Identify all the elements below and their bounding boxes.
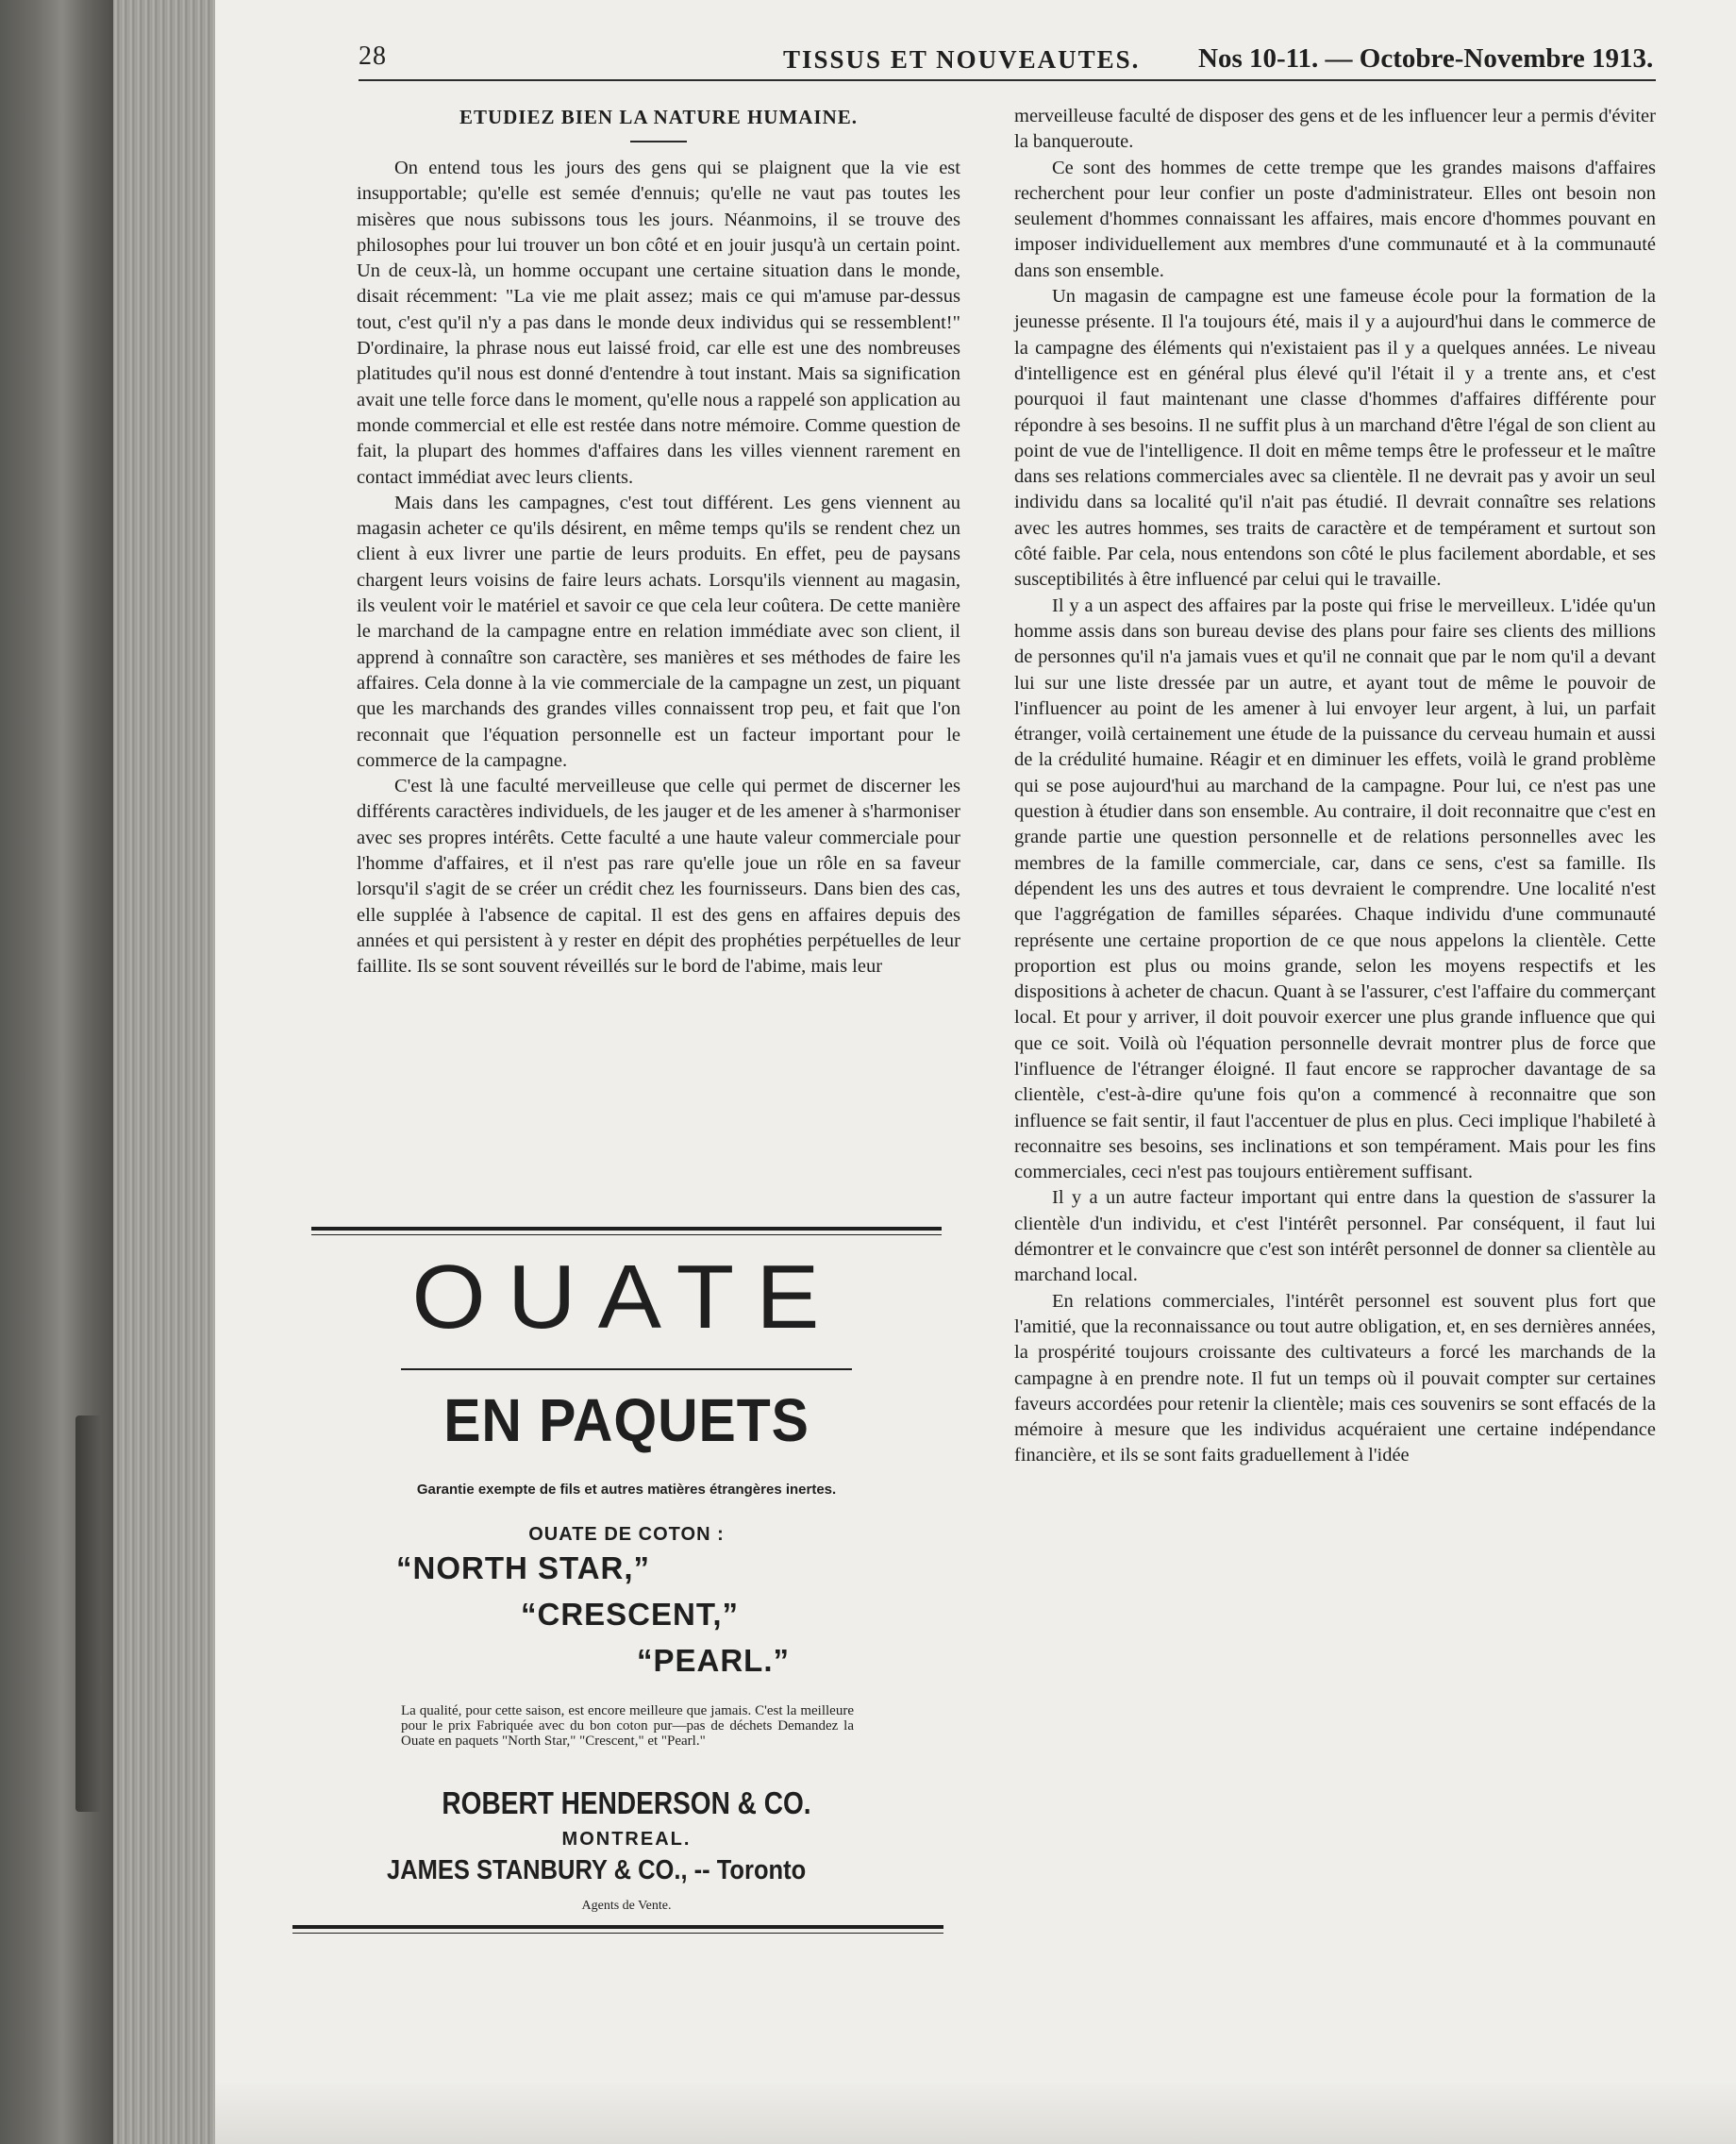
ad-headline: OUATE <box>411 1247 842 1348</box>
ad-brand-crescent: “CRESCENT,” <box>521 1597 740 1632</box>
article-paragraph: Il y a un autre facteur important qui entre dans la question de s'assurer la clientèle d'un individu, et c'est l'intérêt personnel. Par conséquent, il faut lui démontrer et le convaincre que c'est son intérêt personnel de donner sa clientèle au marchand local. <box>1014 1187 1656 1286</box>
article-paragraph: C'est là une faculté merveilleuse que celle qui permet de discerner les différents caractères individuels, de les jauger et de les amener à s'harmoniser avec ses propres intérêts. Cette faculté a une haute valeur commerciale pour l'homme d'affaires, et il n'est pas rare qu'elle joue un rôle en sa faveur lorsqu'il s'agit de se créer un crédit chez les fournisseurs. Dans bien des cas, elle supplée à l'absence de capital. Il est des gens en affaires depuis des années et qui persistent à y rester en dépit des prophéties perpétuelles de leur faillite. Ils se sont souvent réveillés sur le bord de l'abime, mais leur <box>357 776 960 978</box>
article-continuation: merveilleuse faculté de disposer des gens et de les influencer leur a permis d'éviter la banqueroute. <box>1014 106 1656 153</box>
ad-brand-pearl: “PEARL.” <box>637 1643 791 1678</box>
ad-description: La qualité, pour cette saison, est encore meilleure que jamais. C'est la meilleure pour le prix Fabriquée avec du bon coton pur—pas de déchets Demandez la Ouate en paquets "North Star," "Crescent," et "Pearl." <box>401 1703 854 1749</box>
title-rule <box>630 141 687 142</box>
article-title: ETUDIEZ BIEN LA NATURE HUMAINE. <box>459 106 859 128</box>
ad-subheadline: EN PAQUETS <box>443 1386 810 1454</box>
article-paragraph: Ce sont des hommes de cette trempe que les grandes maisons d'affaires recherchent pour leur confier un poste d'administrateur. Elles ont besoin non seulement d'hommes connaissant les affaires, mais encore d'hommes pouvant en imposer individuellement aux membres d'une communauté et à la communauté dans son ensemble. <box>1014 157 1656 281</box>
page-bottom-shade <box>215 2081 1736 2144</box>
article-paragraph: Il y a un aspect des affaires par la poste qui frise le merveilleux. L'idée qu'un homme assis dans son bureau devise des plans pour faire ses clients des millions de personnes qu'il n'a jamais vues et qu'il ne connait que par le nom qu'il a devant lui sur une liste dressée par un autre, et ayant tout de même le pouvoir de l'influencer au point de les amener à lui envoyer leur argent, à lui, un parfait étranger, voilà certainement une étude de la puissance du cerveau humain et aussi de la crédulité humaine. Réagir et en diminuer les effets, voilà le grand problème qui se pose aujourd'hui au marchand de la campagne. Pour lui, ce n'est pas une question à étudier dans son ensemble. Au contraire, il doit reconnaitre que c'est en grande partie une question personnelle et de relations personnelles avec les membres de la famille commerciale, car, dans ce sens, c'est sa famille. Ils dépendent les uns des autres et tous devraient le comprendre. Une localité n'est que l'aggrégation de familles séparées. Chaque individu d'une communauté représente une certaine proportion de ce que nous appelons la clientèle. Cette proportion est plus ou moins grande, selon les moyens respectifs et les dispositions à acheter de chacun. Quant à se l'assurer, c'est l'affaire du commerçant local. Et pour y arriver, il doit pouvoir exercer une plus grande influence que qui que ce soit. Voilà où l'équation personnelle devrait montrer plus de force que l'influence de l'étranger éloigné. Il faut encore se rapprocher davantage de sa clientèle, c'est-à-dire qu'une fois qu'on a commencé à reconnaitre que son influence se fait sentir, il faut l'accentuer de plus en plus. Ceci implique l'habileté à reconnaitre ses besoins, ses inclinations et son tempérament. Mais pour les fins commerciales, ceci n'est pas toujours entièrement suffisant. <box>1014 595 1656 1183</box>
header-rule <box>359 79 1656 81</box>
ad-bottom-rule <box>292 1925 943 1929</box>
ad-top-rule-thin <box>311 1234 942 1235</box>
article-paragraph: On entend tous les jours des gens qui se plaignent que la vie est insupportable; qu'elle est semée d'ennuis; qu'elle ne vaut pas toutes les misères que nous subissons tous les jours. Néanmoins, il se trouve des philosophes pour lui trouver un bon côté et en jouir jusqu'à un certain point. Un de ceux-là, un homme occupant une certaine situation dans le monde, disait récemment: "La vie me plait assez; mais ce qui m'amuse par-dessus tout, c'est qu'il n'y a pas dans le monde deux individus qui se ressemblent!" D'ordinaire, la phrase nous eut laissé froid, car elle est une des nombreuses platitudes qu'il nous est donné d'entendre à tout instant. Mais sa signification avait une telle force dans le moment, qu'elle nous a rappelé son application au monde commercial et elle est restée dans notre mémoire. Comme question de fait, la plupart des hommes d'affaires dans les villes viennent rarement en contact immédiat avec leurs clients. <box>357 158 960 488</box>
article-column-right <box>1014 104 1656 1469</box>
article-paragraph: En relations commerciales, l'intérêt personnel est souvent plus fort que l'amitié, que la reconnaissance ou tout autre obligation, et, en ses dernières années, la prospérité toujours croissante des cultivateurs a forcé les marchands de la campagne à en prendre note. Il fut un temps où il pouvait compter sur certaines faveurs accordées pour retenir la clientèle; mais ces souvenirs se sont effacés de la mémoire à mesure que les individus acquéraient une certaine indépendance financière, et ils se sont faits graduellement à l'idée <box>1014 1290 1656 1466</box>
advertisement <box>311 1227 942 1963</box>
ad-city: MONTREAL. <box>561 1829 692 1850</box>
article-paragraph: Un magasin de campagne est une fameuse école pour la formation de la jeunesse présente. Il l'a toujours été, mais il y a aujourd'hui dans le commerce de la campagne des éléments qui n'existaient pas il y a quelques années. Le niveau d'intelligence est en général plus élevé qu'il l'était il y a trente ans, et c'est pourquoi il faut maintenant une classe d'hommes d'affaires différente pour répondre à ses besoins. Il ne suffit plus à un marchand d'être l'égal de son client au point de vue de l'intelligence. Il doit en même temps être le professeur et le maître dans ses relations commerciales avec sa clientèle. Il ne devrait pas y avoir un seul individu dans sa localité qu'il n'ait pas étudié. Il devrait connaître ses relations avec les autres hommes, ses traits de caractère et de tempérament et surtout son côté faible. Par cela, nous entendons son côté le plus facilement abordable, et ses susceptibilités à être influencé par celui qui le travaille. <box>1014 286 1656 591</box>
ad-agents-label: Agents de Vente. <box>581 1899 672 1913</box>
page-number: 28 <box>359 42 387 71</box>
issue-info: Nos 10-11. — Octobre-Novembre 1913. <box>1198 43 1654 74</box>
ad-mid-rule <box>401 1368 852 1370</box>
running-header <box>359 38 1656 85</box>
ad-guarantee: Garantie exempte de fils et autres matières étrangères inertes. <box>416 1482 837 1498</box>
binding-strip <box>75 1415 102 1812</box>
ad-bottom-rule-thin <box>292 1933 943 1934</box>
ad-coton-label: OUATE DE COTON : <box>528 1524 725 1545</box>
page-stack-edge <box>113 0 217 2144</box>
article-column-left <box>357 98 960 980</box>
article-paragraph: Mais dans les campagnes, c'est tout différent. Les gens viennent au magasin acheter ce qu'ils désirent, en même temps qu'ils se rendent chez un client à eux livrer une partie de leurs produits. En effet, peu de paysans chargent leurs voisins de faire leurs achats. Lorsqu'ils viennent au magasin, ils veulent voir le matériel et savoir ce que cela leur coûtera. De cette manière le marchand de la campagne entre en relation immédiate avec son client, il apprend à connaître son caractère, ses manières et ses méthodes de faire les affaires. Cela donne à la vie commerciale de la campagne un zest, un piquant que les marchands des grandes villes connaissent trop peu, et fait que l'on reconnait que l'équation personnelle est un facteur important pour le commerce de la campagne. <box>357 492 960 771</box>
book-binding <box>0 0 113 2144</box>
ad-company: ROBERT HENDERSON & CO. <box>442 1785 811 1820</box>
journal-title: TISSUS ET NOUVEAUTES. <box>783 45 1141 74</box>
ad-agent: JAMES STANBURY & CO., -- Toronto <box>387 1855 807 1885</box>
ad-brand-north-star: “NORTH STAR,” <box>396 1550 651 1585</box>
ad-top-rule <box>311 1227 942 1231</box>
